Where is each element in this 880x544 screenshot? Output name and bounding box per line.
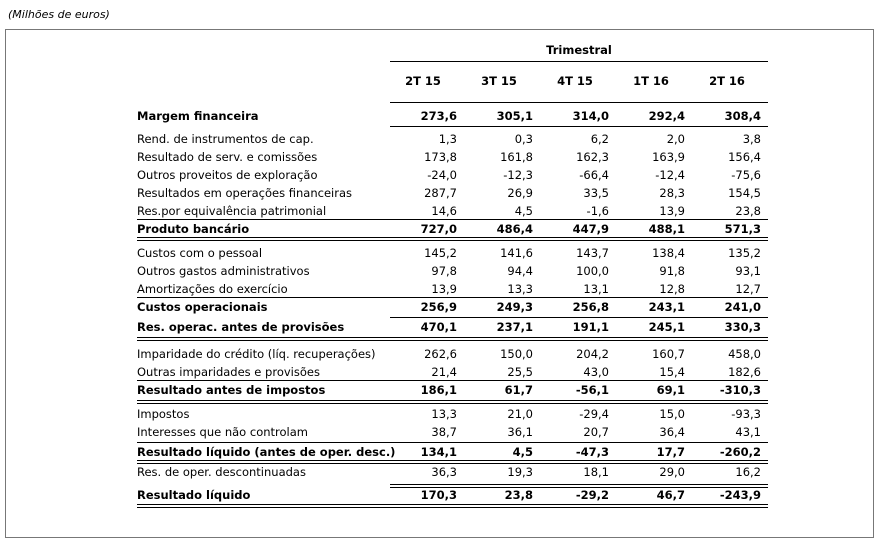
row-label: Outras imparidades e provisões [137, 365, 320, 379]
row-label: Resultado de serv. e comissões [137, 150, 318, 164]
double-rule-line [137, 504, 768, 508]
row-label: Res. operac. antes de provisões [137, 320, 345, 334]
cell-2t15: 262,6 [424, 347, 457, 361]
unit-label: (Milhões de euros) [8, 8, 110, 21]
cell-4t15: 143,7 [576, 246, 609, 260]
column-header-4t15: 4T 15 [557, 74, 593, 88]
cell-1t16: 28,3 [659, 186, 685, 200]
cell-2t15: 287,7 [424, 186, 457, 200]
cell-4t15: 314,0 [572, 109, 609, 123]
rule-line [137, 219, 768, 220]
cell-1t16: 138,4 [652, 246, 685, 260]
cell-1t16: 245,1 [648, 320, 685, 334]
row-label: Impostos [137, 407, 190, 421]
table-row-outros-proveitos [0, 167, 880, 183]
cell-3t15: 486,4 [496, 222, 533, 236]
cell-2t15: 173,8 [424, 150, 457, 164]
cell-2t16: 308,4 [724, 109, 761, 123]
cell-1t16: 163,9 [652, 150, 685, 164]
rule-line [390, 317, 768, 318]
table-row-outras-imparidades [0, 364, 880, 380]
table-row-resultados-operacoes-financeiras [0, 185, 880, 201]
cell-2t16: 330,3 [724, 320, 761, 334]
cell-2t15: 13,3 [431, 407, 457, 421]
cell-2t15: 134,1 [420, 445, 457, 459]
cell-3t15: 237,1 [496, 320, 533, 334]
cell-2t15: 38,7 [431, 425, 457, 439]
column-header-2t16: 2T 16 [709, 74, 745, 88]
row-label: Outros gastos administrativos [137, 264, 310, 278]
cell-2t15: 470,1 [420, 320, 457, 334]
cell-2t16: 458,0 [728, 347, 761, 361]
cell-3t15: 94,4 [507, 264, 533, 278]
row-label: Outros proveitos de exploração [137, 168, 318, 182]
table-row-custos-pessoal [0, 245, 880, 261]
row-label: Resultado antes de impostos [137, 383, 326, 397]
group-header-underline [390, 61, 768, 62]
cell-3t15: 141,6 [500, 246, 533, 260]
cell-3t15: -12,3 [503, 168, 533, 182]
cell-2t15: 1,3 [438, 132, 457, 146]
cell-3t15: 249,3 [496, 300, 533, 314]
double-rule-line [390, 484, 768, 488]
header-underline [390, 102, 768, 103]
cell-4t15: 191,1 [572, 320, 609, 334]
cell-4t15: 162,3 [576, 150, 609, 164]
cell-4t15: 256,8 [572, 300, 609, 314]
cell-1t16: 29,0 [659, 465, 685, 479]
cell-4t15: -29,4 [579, 407, 609, 421]
table-row-resultado-servicos [0, 149, 880, 165]
table-row-impostos [0, 406, 880, 422]
rule-line [137, 442, 768, 443]
row-label: Rend. de instrumentos de cap. [137, 132, 314, 146]
cell-1t16: 36,4 [659, 425, 685, 439]
cell-2t16: 23,8 [735, 204, 761, 218]
table-row-amortizacoes [0, 281, 880, 297]
column-header-3t15: 3T 15 [481, 74, 517, 88]
cell-2t16: 135,2 [728, 246, 761, 260]
table-row-imparidade-credito [0, 346, 880, 362]
cell-2t15: 97,8 [431, 264, 457, 278]
cell-3t15: 26,9 [507, 186, 533, 200]
cell-1t16: 12,8 [659, 282, 685, 296]
cell-4t15: 43,0 [583, 365, 609, 379]
row-label: Margem financeira [137, 109, 259, 123]
cell-3t15: 4,5 [514, 204, 533, 218]
row-label: Imparidade do crédito (líq. recuperações) [137, 347, 376, 361]
double-rule-line [137, 460, 768, 464]
cell-2t16: 12,7 [735, 282, 761, 296]
cell-3t15: 161,8 [500, 150, 533, 164]
cell-1t16: 15,0 [659, 407, 685, 421]
cell-4t15: -1,6 [586, 204, 609, 218]
rule-line [137, 380, 768, 381]
cell-2t16: -75,6 [731, 168, 761, 182]
cell-2t15: 186,1 [420, 383, 457, 397]
cell-2t16: 43,1 [735, 425, 761, 439]
table-row-resultado-antes-impostos [0, 382, 880, 398]
cell-2t16: 3,8 [742, 132, 761, 146]
cell-2t16: 16,2 [735, 465, 761, 479]
rule-line [390, 126, 768, 127]
cell-2t16: -260,2 [719, 445, 761, 459]
row-label: Res. de oper. descontinuadas [137, 465, 306, 479]
cell-2t15: 727,0 [420, 222, 457, 236]
group-header: Trimestral [546, 43, 612, 57]
cell-2t15: 13,9 [431, 282, 457, 296]
cell-2t16: 154,5 [728, 186, 761, 200]
cell-1t16: 488,1 [648, 222, 685, 236]
table-row-resultado-liquido-antes-desc [0, 444, 880, 460]
row-label: Custos com o pessoal [137, 246, 263, 260]
cell-2t16: 571,3 [724, 222, 761, 236]
rule-line [137, 297, 768, 298]
row-label: Resultados em operações financeiras [137, 186, 352, 200]
table-row-custos-operacionais [0, 299, 880, 315]
cell-4t15: 100,0 [576, 264, 609, 278]
cell-1t16: 17,7 [656, 445, 685, 459]
table-row-rend-instrumentos [0, 131, 880, 147]
table-row-res-operac-antes-provisoes [0, 319, 880, 335]
cell-1t16: 243,1 [648, 300, 685, 314]
cell-3t15: 61,7 [504, 383, 533, 397]
column-header-1t16: 1T 16 [633, 74, 669, 88]
cell-4t15: 20,7 [583, 425, 609, 439]
cell-1t16: -12,4 [655, 168, 685, 182]
cell-3t15: 36,1 [507, 425, 533, 439]
row-label: Produto bancário [137, 222, 250, 236]
row-label: Resultado líquido [137, 488, 251, 502]
cell-2t16: -93,3 [731, 407, 761, 421]
cell-4t15: 13,1 [583, 282, 609, 296]
cell-1t16: 91,8 [659, 264, 685, 278]
table-row-res-equivalencia [0, 203, 880, 219]
cell-2t16: 93,1 [735, 264, 761, 278]
row-label: Res.por equivalência patrimonial [137, 204, 327, 218]
table-row-interesses-nao-controlam [0, 424, 880, 440]
cell-4t15: 6,2 [590, 132, 609, 146]
cell-2t15: 14,6 [431, 204, 457, 218]
cell-2t15: 170,3 [420, 488, 457, 502]
cell-4t15: -56,1 [575, 383, 609, 397]
table-row-res-oper-descontinuadas [0, 464, 880, 480]
cell-1t16: 2,0 [666, 132, 685, 146]
cell-3t15: 19,3 [507, 465, 533, 479]
cell-3t15: 4,5 [512, 445, 533, 459]
cell-3t15: 13,3 [507, 282, 533, 296]
cell-2t16: 182,6 [728, 365, 761, 379]
table-row-outros-gastos [0, 263, 880, 279]
table-row-margem-financeira [0, 108, 880, 124]
cell-2t15: -24,0 [427, 168, 457, 182]
cell-2t15: 256,9 [420, 300, 457, 314]
cell-3t15: 305,1 [496, 109, 533, 123]
cell-2t16: -243,9 [719, 488, 761, 502]
cell-1t16: 13,9 [659, 204, 685, 218]
double-rule-line [137, 337, 768, 341]
cell-4t15: 447,9 [572, 222, 609, 236]
cell-2t15: 36,3 [431, 465, 457, 479]
cell-4t15: -66,4 [579, 168, 609, 182]
cell-3t15: 21,0 [507, 407, 533, 421]
cell-4t15: -29,2 [575, 488, 609, 502]
row-label: Amortizações do exercício [137, 282, 288, 296]
cell-3t15: 0,3 [514, 132, 533, 146]
row-label: Custos operacionais [137, 300, 268, 314]
cell-4t15: 33,5 [583, 186, 609, 200]
row-label: Resultado líquido (antes de oper. desc.) [137, 445, 396, 459]
cell-2t16: 156,4 [728, 150, 761, 164]
cell-2t16: -310,3 [719, 383, 761, 397]
table-row-resultado-liquido [0, 487, 880, 503]
column-header-2t15: 2T 15 [405, 74, 441, 88]
cell-4t15: 204,2 [576, 347, 609, 361]
cell-3t15: 150,0 [500, 347, 533, 361]
row-label: Interesses que não controlam [137, 425, 308, 439]
cell-1t16: 15,4 [659, 365, 685, 379]
cell-1t16: 46,7 [656, 488, 685, 502]
cell-4t15: -47,3 [575, 445, 609, 459]
cell-4t15: 18,1 [583, 465, 609, 479]
cell-3t15: 23,8 [504, 488, 533, 502]
table-row-produto-bancario [0, 221, 880, 237]
double-rule-line [137, 237, 768, 241]
cell-1t16: 292,4 [648, 109, 685, 123]
cell-3t15: 25,5 [507, 365, 533, 379]
cell-2t15: 145,2 [424, 246, 457, 260]
double-rule-line [137, 400, 768, 404]
cell-2t15: 21,4 [431, 365, 457, 379]
cell-1t16: 160,7 [652, 347, 685, 361]
cell-2t16: 241,0 [724, 300, 761, 314]
cell-1t16: 69,1 [656, 383, 685, 397]
cell-2t15: 273,6 [420, 109, 457, 123]
